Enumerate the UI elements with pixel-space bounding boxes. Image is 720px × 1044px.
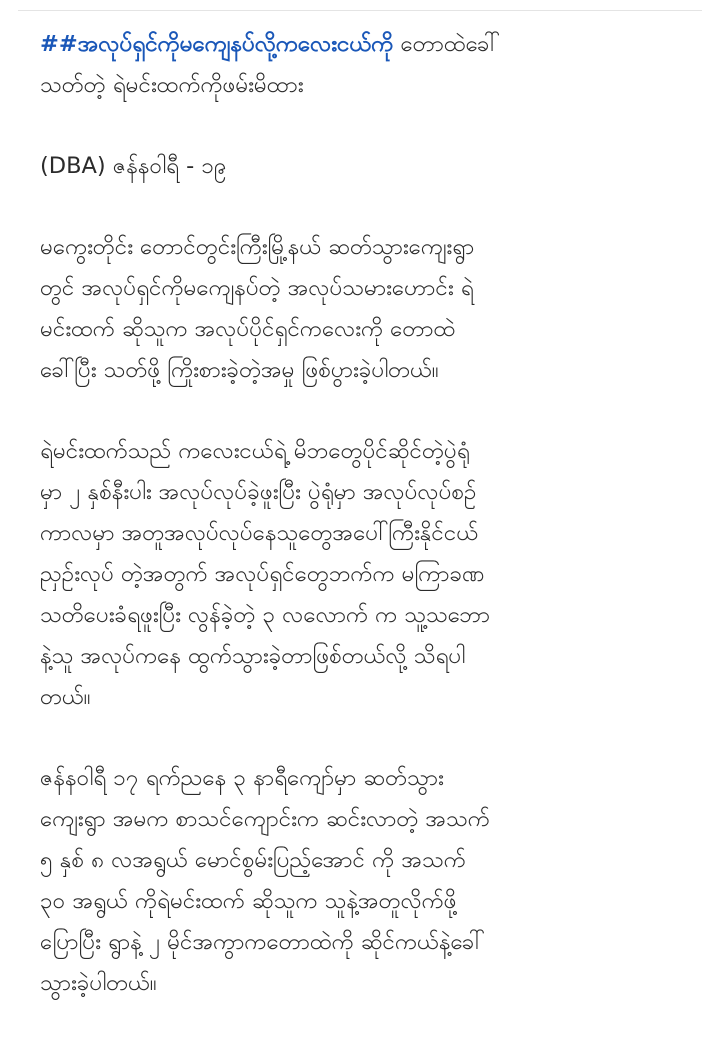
post-title [40, 24, 694, 106]
hashtag-link[interactable]: ##အလုပ်ရှင်ကိုမကျေနပ်လို့ကလေးငယ်ကို [40, 31, 394, 57]
paragraph-line: သွားခဲ့ပါတယ်။ [40, 970, 157, 996]
paragraph-line: တယ်။ [40, 684, 91, 710]
paragraph-line: ဇန်နဝါရီ ၁၇ ရက်ညနေ ၃ နာရီကျော်မှာ ဆတ်သွား [40, 765, 444, 791]
paragraph-line: ၃၀ အရွယ် ကိုရဲမင်းထက် ဆိုသူက သူနဲ့အတူလိုက်ဖို့ [40, 888, 457, 914]
title-line-2: သတ်တဲ့ ရဲမင်းထက်ကိုဖမ်းမိထား [40, 72, 304, 98]
paragraph-2 [40, 431, 694, 718]
title-line-1 [40, 24, 694, 65]
paragraph-3 [40, 758, 694, 1004]
paragraph-line: နဲ့သူ အလုပ်ကနေ ထွက်သွားခဲ့တာဖြစ်တယ်လို့ သိရပါ [40, 643, 466, 669]
dateline-text: (DBA) ဇန်နဝါရီ - ၁၉ [40, 153, 227, 179]
paragraph-line: ၅ နှစ် ၈ လအရွယ် မောင်စွမ်းပြည့်အောင် ကို အသက် [40, 847, 466, 873]
paragraph-line: မကွေးတိုင်း တောင်တွင်းကြီးမြို့နယ် ဆတ်သွားကျေးရွာ [40, 234, 475, 260]
paragraph-line: ပြောပြီး ရွာနဲ့ ၂ မိုင်အကွာကတောထဲကို ဆိုင်ကယ်နဲ့ခေါ် [40, 929, 485, 955]
paragraph-line: ညှဥ်းလုပ် တဲ့အတွက် အလုပ်ရှင်တွေဘက်က မကြာခဏ [40, 561, 485, 587]
paragraph-line: ကာလမှာ အတူအလုပ်လုပ်နေသူတွေအပေါ်ကြီးနိုင်ငယ် [40, 520, 479, 546]
title-text: တောထဲခေါ် [393, 31, 500, 57]
paragraph-line: ခေါ်ပြီး သတ်ဖို့ ကြိုးစားခဲ့တဲ့အမှု ဖြစ်ပွားခဲ့ပါတယ်။ [40, 357, 439, 383]
paragraph-line: သတိပေးခံရဖူးပြီး လွန်ခဲ့တဲ့ ၃ လလောက် က သူ့သဘော [40, 602, 491, 628]
paragraph-line: မင်းထက် ဆိုသူက အလုပ်ပိုင်ရှင်ကလေးကို တောထဲ [40, 316, 456, 342]
paragraph-line: မှာ ၂ နှစ်နီးပါး အလုပ်လုပ်ခဲ့ဖူးပြီး ပွဲရုံမှာ အလုပ်လုပ်စဥ် [40, 479, 477, 505]
paragraph-line: တွင် အလုပ်ရှင်ကိုမကျေနပ်တဲ့ အလုပ်သမားဟောင်း ရဲ [40, 275, 474, 301]
post-body [40, 24, 694, 1044]
paragraph-1 [40, 227, 694, 391]
paragraph-line: ရဲမင်းထက်သည် ကလေးငယ်ရဲ့ မိဘတွေပိုင်ဆိုင်တဲ့ပွဲရုံ [40, 438, 470, 464]
divider [18, 10, 702, 11]
paragraph-line: ကျေးရွာ အမက စာသင်ကျောင်းက ဆင်းလာတဲ့ အသက် [40, 806, 490, 832]
dateline [40, 146, 694, 187]
